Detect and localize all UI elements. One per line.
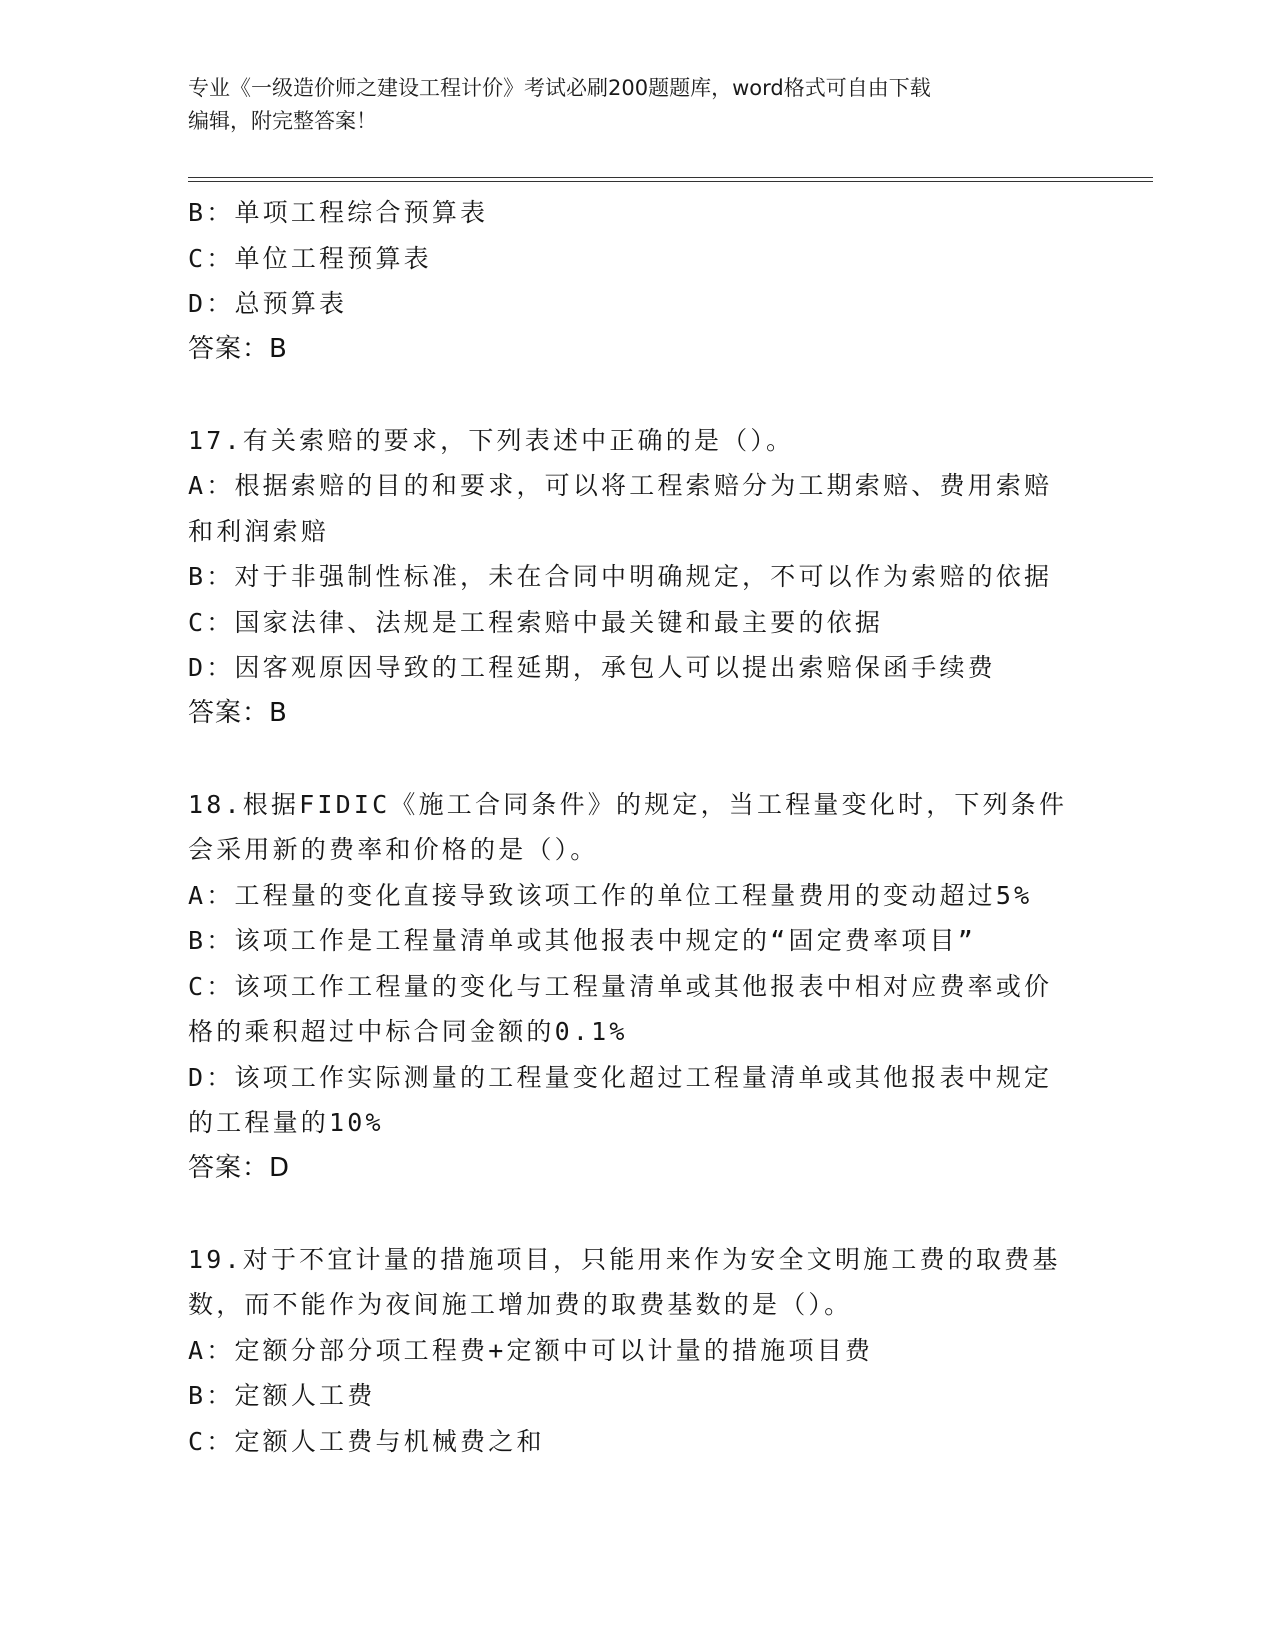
option-d: D：因客观原因导致的工程延期，承包人可以提出索赔保函手续费	[188, 653, 996, 682]
option-b: B：该项工作是工程量清单或其他报表中规定的“固定费率项目”	[188, 926, 976, 955]
option-c: C：单位工程预算表	[188, 243, 432, 273]
question-text: 17.有关索赔的要求，下列表述中正确的是（）。	[188, 425, 795, 455]
question-block-19	[188, 1237, 1088, 1465]
option-a: A：定额分部分项工程费+定额中可以计量的措施项目费	[188, 1335, 874, 1365]
header-divider-bottom	[188, 181, 1153, 182]
question-text: 19.对于不宜计量的措施项目，只能用来作为安全文明施工费的取费基	[188, 1244, 1061, 1274]
question-block-18	[188, 782, 1088, 1192]
question-list	[188, 190, 1088, 1464]
option-c: C：该项工作工程量的变化与工程量清单或其他报表中相对应费率或价	[188, 971, 1053, 1001]
page-header	[188, 72, 1068, 138]
option-b: B：单项工程综合预算表	[188, 198, 489, 227]
option-b: B：定额人工费	[188, 1381, 376, 1410]
header-title-line-2: 编辑，附完整答案！	[188, 109, 377, 133]
option-d-continued: 的工程量的10%	[188, 1108, 384, 1137]
header-title-line-1: 专业《一级造价师之建设工程计价》考试必刷200题题库，word格式可自由下载	[188, 76, 931, 100]
option-d: D：该项工作实际测量的工程量变化超过工程量清单或其他报表中规定	[188, 1062, 1053, 1092]
question-block-16	[188, 190, 1088, 372]
spacer	[188, 736, 1088, 782]
answer-line: 答案：B	[188, 333, 288, 364]
option-a: A：工程量的变化直接导致该项工作的单位工程量费用的变动超过5%	[188, 880, 1033, 910]
spacer	[188, 372, 1088, 418]
option-a: A：根据索赔的目的和要求，可以将工程索赔分为工期索赔、费用索赔	[188, 471, 1053, 500]
option-c-continued: 格的乘积超过中标合同金额的0.1%	[188, 1017, 628, 1046]
option-a-continued: 和利润索赔	[188, 516, 330, 546]
option-b: B：对于非强制性标准，未在合同中明确规定，不可以作为索赔的依据	[188, 562, 1053, 591]
option-d: D：总预算表	[188, 289, 348, 318]
question-text-continued: 会采用新的费率和价格的是（）。	[188, 835, 599, 864]
option-c: C：国家法律、法规是工程索赔中最关键和最主要的依据	[188, 607, 884, 637]
answer-line: 答案：B	[188, 697, 288, 728]
question-text: 18.根据FIDIC《施工合同条件》的规定，当工程量变化时，下列条件	[188, 789, 1068, 819]
option-c: C：定额人工费与机械费之和	[188, 1426, 545, 1456]
spacer	[188, 1191, 1088, 1237]
question-block-17	[188, 418, 1088, 737]
answer-line: 答案：D	[188, 1152, 291, 1183]
header-divider-top	[188, 177, 1153, 178]
question-text-continued: 数，而不能作为夜间施工增加费的取费基数的是（）。	[188, 1290, 853, 1319]
